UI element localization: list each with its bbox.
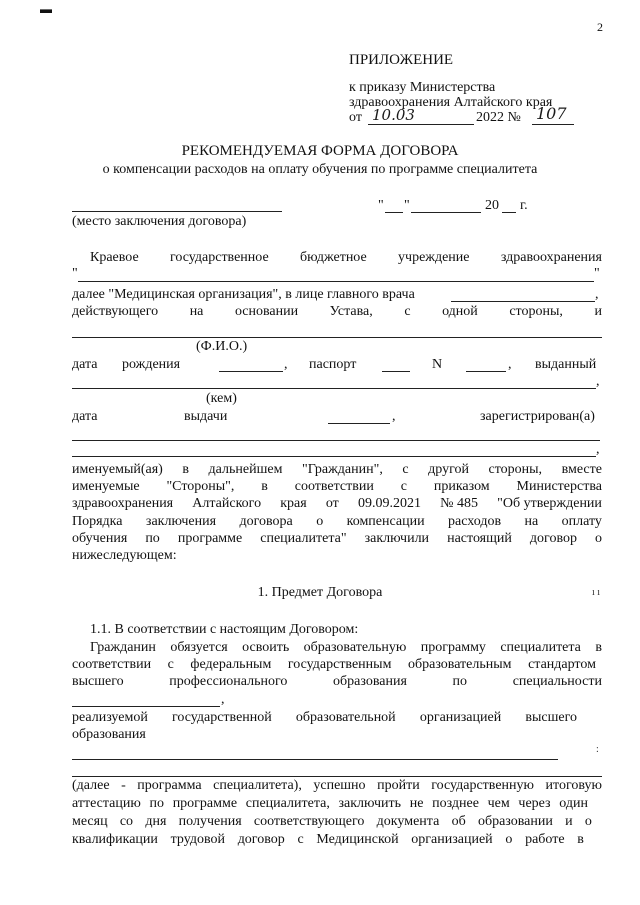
section-1-item: 1.1. В соответствии с настоящим Договором: (90, 622, 359, 637)
section-1-tail-3 (72, 814, 592, 830)
appendix-date-prefix: от (349, 110, 362, 125)
word: обязуется (170, 640, 228, 655)
word: специалитета" (260, 531, 347, 546)
word: документа (376, 814, 440, 829)
word: образовании (477, 814, 553, 829)
word: Гражданин (90, 640, 156, 655)
body-p2-line-1 (72, 462, 602, 478)
word: работе (525, 832, 565, 847)
birth-date-label-b: рождения (122, 357, 181, 372)
specialty-field[interactable] (72, 706, 220, 707)
word: трудовой (170, 832, 225, 847)
appendix-title: ПРИЛОЖЕНИЕ (349, 52, 454, 68)
word: именуемые (72, 479, 140, 494)
comma: , (284, 357, 288, 372)
org-quote-close: " (594, 266, 600, 281)
word: "Стороны", (166, 479, 235, 494)
word: пройти (377, 778, 420, 793)
form-subtitle: о компенсации расходов на оплату обучения по программе специалитета (102, 162, 538, 177)
word: специалитета, (245, 796, 330, 811)
margin-mark: : (596, 744, 599, 755)
org-quote-open: " (72, 266, 78, 281)
issued-label: выданный (535, 357, 597, 372)
word: Краевое (90, 250, 139, 265)
word: одной (442, 304, 478, 319)
body-line-1 (90, 250, 602, 266)
word: федеральным (190, 657, 272, 672)
word: действующего (72, 304, 159, 319)
word: оплату (561, 514, 602, 529)
word: компенсации (346, 514, 425, 529)
word: о (584, 814, 592, 829)
word: с (297, 832, 304, 847)
date-quote-close: " (404, 198, 410, 213)
word: специалитета), (213, 778, 302, 793)
word: программе (177, 531, 243, 546)
number-sign: N (432, 357, 443, 372)
word: в (261, 479, 268, 494)
word: "Гражданин", (301, 462, 383, 477)
body-p2-line-4 (72, 514, 602, 530)
word: об (451, 814, 466, 829)
date-underline (368, 124, 474, 125)
comma: , (596, 374, 600, 389)
word: один (559, 796, 588, 811)
word: образовательную (303, 640, 407, 655)
number-underline (532, 124, 574, 125)
word: высшего (525, 710, 577, 725)
word: освоить (242, 640, 290, 655)
word: по (452, 674, 468, 689)
word: получения (178, 814, 242, 829)
word: программе (172, 796, 238, 811)
citizen-name-field[interactable] (72, 337, 602, 338)
word: позднее (432, 796, 479, 811)
word: стороны, (488, 462, 543, 477)
appendix-year: 2022 № (476, 110, 521, 125)
word: 09.09.2021 (357, 496, 421, 511)
word: соответствии (294, 479, 374, 494)
word: здравоохранения (500, 250, 602, 265)
chief-doctor-field[interactable] (451, 301, 595, 302)
word: - (121, 778, 126, 793)
body-line-3: далее "Медицинская организация", в лице главного врача (72, 287, 415, 302)
word: государственной (171, 710, 272, 725)
word: и (565, 814, 573, 829)
word: специальности (512, 674, 602, 689)
comma: , (595, 287, 599, 302)
word: о (505, 832, 513, 847)
place-label: (место заключения договора) (72, 214, 247, 229)
section-1-line-5: образования (72, 727, 146, 742)
month-field[interactable] (411, 212, 481, 213)
word: стандартом (528, 657, 596, 672)
institution-field-2[interactable] (72, 776, 602, 777)
address-field-2[interactable] (72, 456, 596, 457)
word: края (280, 496, 307, 511)
appendix-line2: здравоохранения Алтайского края (349, 95, 553, 110)
body-line-4 (72, 304, 602, 320)
word: с (167, 657, 174, 672)
word: не (409, 796, 424, 811)
birth-date-field[interactable] (219, 371, 283, 372)
date-quote-open: " (378, 198, 384, 213)
word: организацией (419, 710, 502, 725)
word: на (524, 514, 539, 529)
word: стороны, (509, 304, 563, 319)
year-suffix: г. (520, 198, 528, 213)
body-p2-line-3 (72, 496, 602, 512)
page-number: 2 (597, 20, 603, 34)
word: Устава, (329, 304, 373, 319)
appendix-date-value: 10.03 (372, 106, 415, 124)
word: здравоохранения (72, 496, 174, 511)
section-1-line-3 (72, 674, 602, 690)
word: с (402, 462, 409, 477)
word: Медицинской (316, 832, 399, 847)
word: о (594, 531, 602, 546)
comma: , (508, 357, 512, 372)
word: основании (234, 304, 299, 319)
day-field[interactable] (385, 212, 403, 213)
passport-number-field[interactable] (466, 371, 506, 372)
body-p2-line-5 (72, 531, 602, 547)
word: высшего (72, 674, 124, 689)
issue-date-field[interactable] (328, 423, 390, 424)
word: со (119, 814, 134, 829)
word: о (316, 514, 324, 529)
word: по (145, 531, 160, 546)
word: дня (145, 814, 167, 829)
word: через (518, 796, 551, 811)
birth-date-label-a: дата (72, 357, 98, 372)
word: успешно (313, 778, 366, 793)
word: приказом (433, 479, 490, 494)
word: с (400, 479, 407, 494)
body-p2-line-2 (72, 479, 602, 495)
fio-label: (Ф.И.О.) (196, 339, 248, 354)
word: дальнейшем (208, 462, 283, 477)
word: профессионального (169, 674, 288, 689)
word: аттестацию (72, 796, 141, 811)
appendix-line1: к приказу Министерства (349, 80, 496, 95)
appendix-number: 107 (536, 104, 567, 123)
passport-label: паспорт (309, 357, 357, 372)
word: образовательным (407, 657, 512, 672)
word: "Об утверждении (497, 496, 602, 511)
word: соответствующего (253, 814, 365, 829)
word: государственное (170, 250, 269, 265)
place-line (72, 211, 282, 212)
word: бюджетное (300, 250, 367, 265)
word: чем (487, 796, 510, 811)
body-p2-last: нижеследующем: (72, 548, 177, 563)
word: образовательной (295, 710, 396, 725)
word: именуемый(ая) (72, 462, 163, 477)
issue-date-label-a: дата (72, 409, 98, 424)
word: Алтайского (192, 496, 262, 511)
comma: , (392, 409, 396, 424)
word: в (595, 640, 602, 655)
word: заключения (145, 514, 217, 529)
word: от (325, 496, 339, 511)
word: соответствии (72, 657, 152, 672)
word: по (149, 796, 164, 811)
section-1-heading: 1. Предмет Договора (257, 585, 383, 600)
word: и (594, 304, 602, 319)
word: реализуемой (72, 710, 148, 725)
word: № 485 (440, 496, 478, 511)
word: программу (420, 640, 486, 655)
word: государственным (287, 657, 392, 672)
word: специалитета (500, 640, 581, 655)
word: итоговую (545, 778, 602, 793)
address-field-1[interactable] (72, 440, 600, 441)
year-field[interactable] (502, 212, 516, 213)
issued-by-label: (кем) (206, 391, 237, 406)
word: с (404, 304, 411, 319)
word: Министерства (516, 479, 602, 494)
comma: , (221, 692, 225, 707)
word: организацией (411, 832, 493, 847)
word: учреждение (398, 250, 470, 265)
word: заключить (338, 796, 402, 811)
year-prefix: 20 (485, 198, 499, 213)
corner-mark: ▬ (40, 2, 52, 16)
word: расходов (448, 514, 502, 529)
word: другой (428, 462, 469, 477)
word: квалификации (72, 832, 158, 847)
word: Порядка (72, 514, 123, 529)
section-1-line-2 (72, 657, 596, 673)
word: договор (529, 531, 577, 546)
passport-series-field[interactable] (382, 371, 410, 372)
section-1-tail-4 (72, 832, 584, 848)
org-name-field[interactable] (78, 281, 594, 282)
issue-date-label-b: выдачи (184, 409, 228, 424)
word: в (577, 832, 584, 847)
institution-field[interactable] (72, 759, 558, 760)
issued-by-field[interactable] (72, 388, 596, 389)
word: образования (333, 674, 407, 689)
section-1-tail-1 (72, 778, 602, 794)
word: договора (239, 514, 293, 529)
word: вместе (561, 462, 602, 477)
word: обучения (72, 531, 128, 546)
word: заключили (364, 531, 430, 546)
word: месяц (72, 814, 108, 829)
form-title: РЕКОМЕНДУЕМАЯ ФОРМА ДОГОВОРА (181, 143, 459, 159)
section-1-line-4 (72, 710, 577, 726)
word: на (189, 304, 204, 319)
section-1-tail-2 (72, 796, 588, 812)
section-1-line-1 (90, 640, 602, 656)
registered-label: зарегистрирован(а) (480, 409, 595, 424)
word: в (182, 462, 189, 477)
word: договор (237, 832, 285, 847)
word: (далее (72, 778, 110, 793)
comma: , (596, 442, 600, 457)
word: настоящий (447, 531, 512, 546)
word: программа (137, 778, 202, 793)
margin-mark: ı ı (592, 587, 601, 598)
word: государственную (431, 778, 534, 793)
